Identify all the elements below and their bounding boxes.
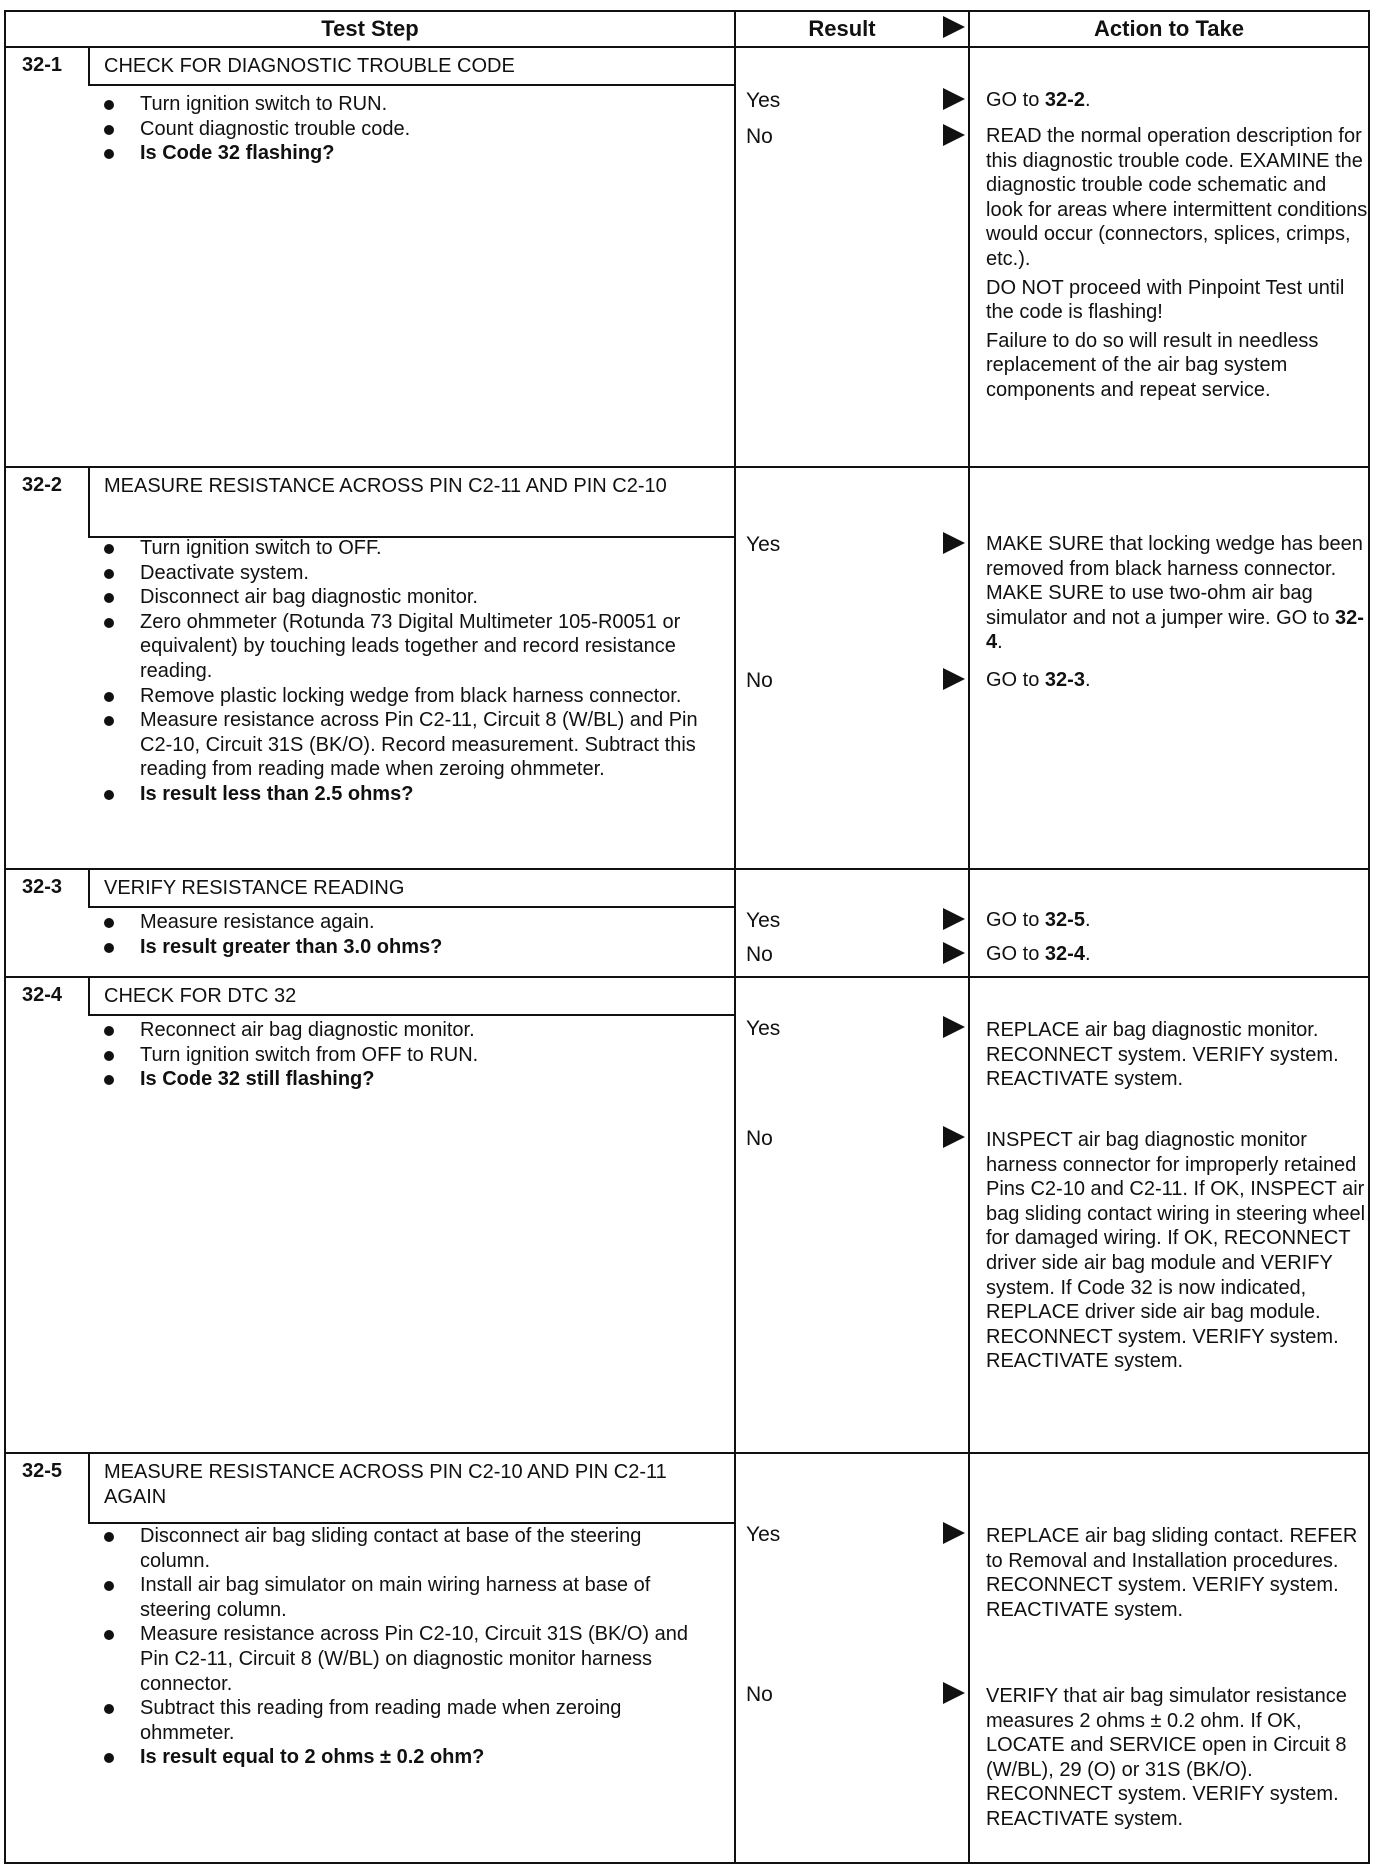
action-paragraph: GO to 32-4. xyxy=(986,943,1091,965)
step-title: CHECK FOR DIAGNOSTIC TROUBLE CODE xyxy=(104,55,515,77)
bullet-item: Turn ignition switch to OFF. xyxy=(104,536,704,561)
arrow-icon xyxy=(943,668,965,690)
bullet-item: Turn ignition switch from OFF to RUN. xyxy=(104,1043,704,1068)
bullet-question: Is result less than 2.5 ohms? xyxy=(104,782,704,807)
result-yes: Yes xyxy=(746,1523,781,1546)
result-yes: Yes xyxy=(746,89,781,112)
action-paragraph: INSPECT air bag diagnostic monitor harness connector for improperly retained Pins C2-10 and C2-11. If OK, INSPECT air bag sliding contact wiring in steering wheel for damaged wiring. If OK, RECONNECT driver side air bag module and VERIFY system. If Code 32 is now indicated, REPLACE driver side air bag module. RECONNECT system. VERIFY system. REACTIVATE system. xyxy=(986,1129,1366,1373)
bullet-item: Measure resistance across Pin C2-11, Circuit 8 (W/BL) and Pin C2-10, Circuit 31S (BK/O). Record measurement. Subtract this reading from reading made when zeroing ohmmeter. xyxy=(104,708,704,782)
step-bullets xyxy=(104,1018,704,1092)
action-text xyxy=(986,1524,1368,1626)
action-paragraph: VERIFY that air bag simulator resistance measures 2 ohms ± 0.2 ohm. If OK, LOCATE and SERVICE open in Circuit 8 (W/BL), 29 (O) or 31S (BK/O). RECONNECT system. VERIFY system. REACTIVATE system. xyxy=(986,1685,1347,1830)
result-yes: Yes xyxy=(746,909,781,932)
step-bullets xyxy=(104,1524,704,1770)
result-no: No xyxy=(746,1127,773,1150)
bullet-question: Is result greater than 3.0 ohms? xyxy=(104,935,704,960)
result-yes: Yes xyxy=(746,533,781,556)
header-arrow-icon xyxy=(943,16,965,38)
bullet-item: Reconnect air bag diagnostic monitor. xyxy=(104,1018,704,1043)
action-text xyxy=(986,668,1368,697)
action-paragraph: REPLACE air bag sliding contact. REFER to Removal and Installation procedures. RECONNECT system. VERIFY system. REACTIVATE system. xyxy=(986,1525,1358,1621)
arrow-icon xyxy=(943,1682,965,1704)
action-text xyxy=(986,88,1368,117)
step-bullets xyxy=(104,536,704,807)
action-paragraph: MAKE SURE that locking wedge has been removed from black harness connector. MAKE SURE to use two-ohm air bag simulator and not a jumper wire. GO to 32-4. xyxy=(986,533,1364,654)
result-no: No xyxy=(746,669,773,692)
action-text xyxy=(986,1128,1368,1378)
step-title: MEASURE RESISTANCE ACROSS PIN C2-11 AND PIN C2-10 xyxy=(104,475,667,497)
step-bullets xyxy=(104,92,704,166)
header-test-step: Test Step xyxy=(321,16,419,41)
bullet-item: Remove plastic locking wedge from black harness connector. xyxy=(104,684,704,709)
bullet-item: Deactivate system. xyxy=(104,561,704,586)
bullet-item: Subtract this reading from reading made when zeroing ohmmeter. xyxy=(104,1696,704,1745)
step-number: 32-1 xyxy=(22,54,63,76)
result-no: No xyxy=(746,1683,773,1706)
action-text xyxy=(986,1684,1368,1836)
header-result: Result xyxy=(808,16,876,41)
arrow-icon xyxy=(943,1016,965,1038)
bullet-item: Disconnect air bag diagnostic monitor. xyxy=(104,585,704,610)
step-number: 32-4 xyxy=(22,984,63,1006)
action-paragraph: Failure to do so will result in needless replacement of the air bag system components and repeat service. xyxy=(986,329,1319,401)
action-text xyxy=(986,908,1368,937)
action-paragraph: READ the normal operation description for this diagnostic trouble code. EXAMINE the diagnostic trouble code schematic and look for areas where intermittent conditions would occur (connectors, splices, crimps, etc.). xyxy=(986,125,1368,270)
bullet-item: Turn ignition switch to RUN. xyxy=(104,92,704,117)
result-no: No xyxy=(746,943,773,966)
step-title: VERIFY RESISTANCE READING xyxy=(104,877,405,899)
action-text xyxy=(986,1018,1368,1096)
bullet-question: Is Code 32 still flashing? xyxy=(104,1067,704,1092)
bullet-item: Install air bag simulator on main wiring harness at base of steering column. xyxy=(104,1573,704,1622)
header-action: Action to Take xyxy=(1094,16,1244,41)
bullet-item: Zero ohmmeter (Rotunda 73 Digital Multimeter 105-R0051 or equivalent) by touching leads together and record resistance reading. xyxy=(104,610,704,684)
bullet-question: Is result equal to 2 ohms ± 0.2 ohm? xyxy=(104,1745,704,1770)
action-text xyxy=(986,942,1368,971)
arrow-icon xyxy=(943,124,965,146)
bullet-item: Measure resistance again. xyxy=(104,910,704,935)
arrow-icon xyxy=(943,88,965,110)
step-number: 32-2 xyxy=(22,474,63,496)
arrow-icon xyxy=(943,942,965,964)
action-text xyxy=(986,532,1368,659)
arrow-icon xyxy=(943,532,965,554)
step-number: 32-3 xyxy=(22,876,63,898)
action-paragraph: GO to 32-2. xyxy=(986,89,1091,111)
bullet-question: Is Code 32 flashing? xyxy=(104,141,704,166)
bullet-item: Count diagnostic trouble code. xyxy=(104,117,704,142)
action-text xyxy=(986,124,1368,407)
arrow-icon xyxy=(943,908,965,930)
action-paragraph: GO to 32-5. xyxy=(986,909,1091,931)
step-bullets xyxy=(104,910,704,959)
result-yes: Yes xyxy=(746,1017,781,1040)
arrow-icon xyxy=(943,1126,965,1148)
result-no: No xyxy=(746,125,773,148)
step-number: 32-5 xyxy=(22,1460,63,1482)
action-paragraph: REPLACE air bag diagnostic monitor. RECONNECT system. VERIFY system. REACTIVATE system. xyxy=(986,1019,1339,1091)
bullet-item: Disconnect air bag sliding contact at base of the steering column. xyxy=(104,1524,704,1573)
action-paragraph: DO NOT proceed with Pinpoint Test until the code is flashing! xyxy=(986,276,1345,324)
step-title: MEASURE RESISTANCE ACROSS PIN C2-10 AND PIN C2-11 AGAIN xyxy=(104,1461,667,1508)
step-title: CHECK FOR DTC 32 xyxy=(104,985,297,1007)
bullet-item: Measure resistance across Pin C2-10, Circuit 31S (BK/O) and Pin C2-11, Circuit 8 (W/BL) on diagnostic monitor harness connector. xyxy=(104,1622,704,1696)
action-paragraph: GO to 32-3. xyxy=(986,669,1091,691)
arrow-icon xyxy=(943,1522,965,1544)
